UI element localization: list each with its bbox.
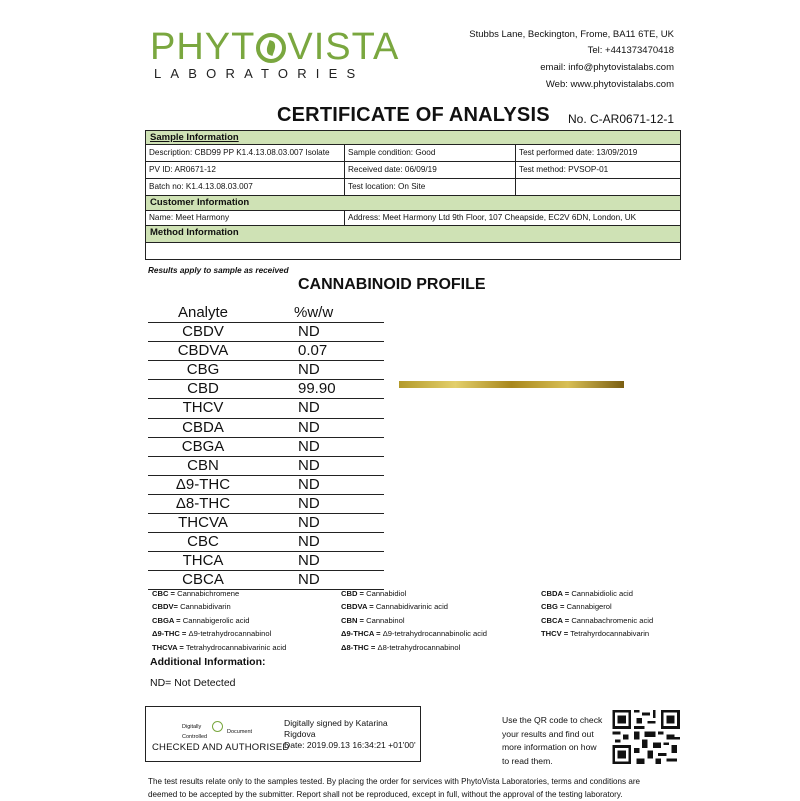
analyte-value: ND [298, 399, 320, 417]
glossary-abbr: Δ9-THCA = [341, 629, 381, 639]
glossary-item [541, 627, 653, 640]
analyte-name: CBD [187, 380, 219, 398]
table-row [148, 399, 384, 418]
analyte-value: ND [298, 418, 320, 436]
customer-address: Address: Meet Harmony Ltd 9th Floor, 107 Cheapside, EC2V 6DN, London, UK [344, 211, 680, 225]
table-row [148, 438, 384, 457]
footer-line-1: The test results relate only to the samples tested. By placing the order for services with PhytoVista Laboratories, terms and conditions are [148, 777, 641, 786]
signature-box [145, 706, 421, 762]
glossary-item [152, 614, 286, 627]
sample-description: Description: CBD99 PP K1.4.13.08.03.007 Isolate [149, 148, 330, 157]
glossary-full: Cannabidivarin [180, 602, 231, 612]
glossary-item [341, 627, 487, 640]
glossary-abbr: Δ9-THC = [152, 629, 187, 639]
glossary-full: Cannabinol [366, 615, 405, 625]
empty-cell [515, 179, 680, 195]
glossary-abbr: CBN = [341, 615, 364, 625]
signed-line-2: Rigdova [284, 729, 316, 739]
glossary-item [341, 600, 487, 613]
analyte-header-row [148, 304, 384, 323]
customer-header-row [146, 195, 680, 210]
cbd-result-bar [399, 381, 624, 388]
table-row [146, 161, 680, 178]
stamp-digitally: Digitally [182, 724, 202, 730]
glossary-abbr: Δ8-THC = [341, 642, 376, 652]
analyte-name: Δ8-THC [175, 494, 231, 512]
pv-id: PV ID: AR0671-12 [149, 165, 216, 174]
glossary-full: Cannabigerol [566, 602, 612, 612]
glossary-full: Δ9-tetrahydrocannabinolic acid [382, 629, 487, 639]
glossary-abbr: CBGA = [152, 615, 181, 625]
stamp-document: Document [227, 729, 253, 735]
certificate-title: CERTIFICATE OF ANALYSIS [277, 104, 550, 126]
analyte-table [148, 304, 384, 590]
analyte-name: CBDV [182, 323, 224, 341]
customer-header: Customer Information [150, 197, 250, 208]
glossary-abbr: CBD = [341, 589, 364, 598]
method-header: Method Information [150, 227, 239, 238]
analyte-value: ND [298, 571, 320, 589]
analyte-value: ND [298, 456, 320, 474]
logo-text-left: PHYT [150, 26, 256, 68]
certificate-number: No. C-AR0671-12-1 [568, 112, 675, 126]
footer-line-2: deemed to be accepted by the submitter. Report shall not be reproduced, except in full, without the approval of the testing laboratory. [148, 790, 623, 799]
qr-line-1: Use the QR code to check [502, 715, 603, 725]
glossary-item [152, 600, 286, 613]
analyte-value: ND [298, 514, 320, 532]
address-line-1: Stubbs Lane, Beckington, Frome, BA11 6TE, UK [469, 29, 674, 40]
analyte-name: THCA [182, 552, 224, 570]
additional-information-heading: Additional Information: [150, 656, 266, 668]
test-method: Test method: PVSOP-01 [515, 162, 680, 178]
glossary-abbr: CBDVA = [341, 602, 374, 612]
table-row [148, 476, 384, 495]
signed-line-1: Digitally signed by Katarina [284, 718, 388, 728]
signed-by [284, 718, 416, 751]
test-location: Test location: On Site [344, 179, 515, 195]
table-row [148, 495, 384, 514]
glossary-full: Cannabigerolic acid [182, 615, 250, 625]
glossary-full: Cannabachromenic acid [571, 615, 654, 625]
leaf-icon [256, 33, 286, 63]
test-performed-date: Test performed date: 13/09/2019 [515, 145, 680, 161]
stamp-leaf-icon [212, 721, 223, 732]
glossary-item [152, 587, 286, 600]
stamp-controlled: Controlled [182, 734, 208, 740]
glossary-item [152, 641, 286, 654]
glossary-abbr: CBDA = [541, 589, 570, 598]
glossary-full: Tetrahydrocannabivarinic acid [185, 642, 287, 652]
qr-line-4: to read them. [502, 755, 553, 766]
customer-name: Name: Meet Harmony [149, 213, 230, 222]
glossary-full: Tetrahyrdocannabivarin [570, 629, 650, 639]
analyte-name: CBDVA [177, 342, 229, 360]
address-phone: Tel: +441373470418 [587, 45, 674, 56]
lab-logo [150, 26, 399, 69]
glossary-full: Δ9-tetrahydrocannabinol [188, 629, 272, 639]
logo-subtitle: LABORATORIES [154, 66, 365, 81]
glossary-item [152, 627, 286, 640]
analyte-name: CBDA [182, 418, 224, 436]
table-row [148, 342, 384, 361]
glossary-item [541, 600, 653, 613]
qr-line-2: your results and find out [502, 728, 594, 739]
table-row [148, 323, 384, 342]
glossary-column-3 [541, 587, 653, 641]
analyte-name: CBGA [181, 437, 225, 455]
analyte-value: ND [298, 533, 320, 551]
info-table [145, 130, 681, 260]
qr-instructions [502, 714, 612, 768]
analyte-value: ND [298, 323, 320, 341]
checked-authorised: CHECKED AND AUTHORISED [152, 742, 290, 753]
analyte-value: ND [298, 361, 320, 379]
signed-date: Date: 2019.09.13 16:34:21 +01'00' [284, 740, 416, 750]
address-email: email: info@phytovistalabs.com [540, 62, 674, 73]
table-row [148, 552, 384, 571]
glossary-column-2 [341, 587, 487, 654]
table-row [148, 514, 384, 533]
table-row [148, 361, 384, 380]
analyte-name: THCV [182, 399, 224, 417]
table-row [148, 457, 384, 476]
glossary-abbr: CBG = [541, 602, 565, 612]
analyte-name: CBC [187, 533, 219, 551]
results-note: Results apply to sample as received [148, 266, 289, 275]
address-web: Web: www.phytovistalabs.com [545, 79, 674, 90]
glossary-item [341, 614, 487, 627]
footer-disclaimer [148, 775, 688, 801]
analyte-name: CBCA [182, 571, 224, 589]
glossary-full: Cannabidiolic acid [571, 589, 633, 598]
glossary-abbr: THCV = [541, 629, 569, 639]
analyte-name: THCVA [178, 514, 228, 532]
glossary-full: Cannabidiol [366, 589, 407, 598]
analyte-column-header: Analyte [177, 304, 229, 321]
glossary-full: Cannabidivarinic acid [375, 602, 449, 612]
unit-column-header: %w/w [294, 304, 334, 321]
glossary-column-1 [152, 587, 286, 654]
sample-header-row [146, 131, 680, 144]
glossary-item [341, 587, 487, 600]
analyte-value: 0.07 [298, 342, 328, 360]
method-header-row [146, 225, 680, 242]
glossary-item [541, 587, 653, 600]
qr-code-icon[interactable] [612, 710, 680, 764]
qr-line-3: more information on how [502, 742, 597, 752]
table-row [148, 533, 384, 552]
glossary-item [541, 614, 653, 627]
glossary-item [341, 641, 487, 654]
table-row [148, 380, 384, 399]
analyte-name: CBG [186, 361, 220, 379]
glossary-abbr: THCVA = [152, 642, 184, 652]
table-row [146, 144, 680, 161]
received-date: Received date: 06/09/19 [344, 162, 515, 178]
method-empty-row [146, 242, 680, 259]
logo-text-right: VISTA [287, 26, 400, 68]
table-row [146, 210, 680, 225]
analyte-value: 99.90 [298, 380, 336, 398]
table-row [148, 419, 384, 438]
glossary-abbr: CBDV= [152, 602, 178, 612]
cannabinoid-profile-title: CANNABINOID PROFILE [298, 276, 486, 293]
analyte-value: ND [298, 437, 320, 455]
analyte-value: ND [298, 494, 320, 512]
glossary-full: Cannabichromene [177, 589, 240, 598]
sample-condition: Sample condition: Good [344, 145, 515, 161]
glossary-full: Δ8-tetrahydrocannabinol [377, 642, 461, 652]
analyte-value: ND [298, 475, 320, 493]
glossary-abbr: CBC = [152, 589, 175, 598]
analyte-name: Δ9-THC [175, 475, 231, 493]
batch-no: Batch no: K1.4.13.08.03.007 [149, 182, 253, 191]
glossary-abbr: CBCA = [541, 615, 570, 625]
analyte-value: ND [298, 552, 320, 570]
nd-note: ND= Not Detected [150, 677, 236, 689]
table-row [146, 178, 680, 195]
sample-header: Sample Information [150, 132, 239, 143]
analyte-name: CBN [187, 456, 219, 474]
